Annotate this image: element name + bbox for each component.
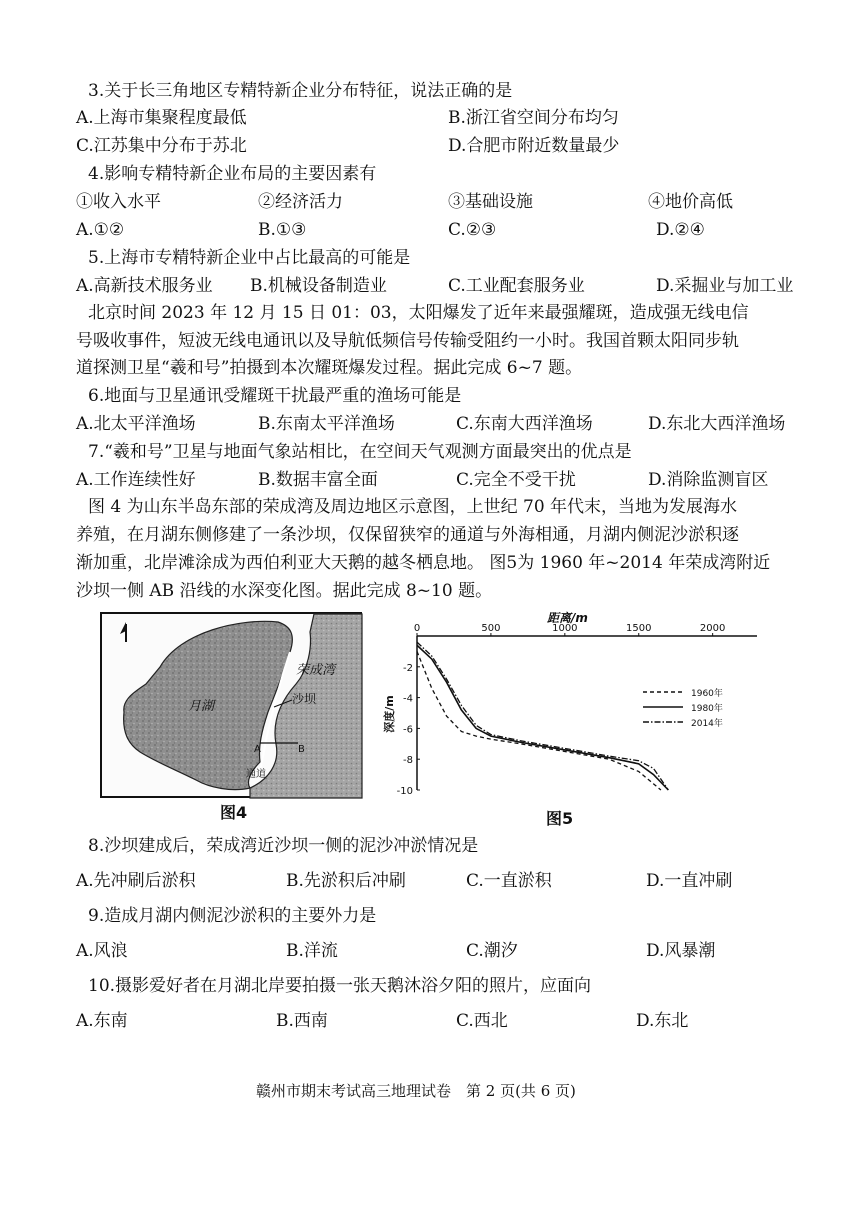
q10-option-a: A.东南	[76, 1011, 128, 1031]
q4-item-4: ④地价高低	[648, 192, 733, 212]
q6-option-a: A.北太平洋渔场	[76, 414, 196, 434]
q5-option-d: D.采掘业与加工业	[656, 276, 794, 296]
q3-stem: 3.关于长三角地区专精特新企业分布特征，说法正确的是	[88, 81, 513, 101]
legend-label: 2014年	[691, 719, 723, 729]
q4-option-c: C.②③	[448, 220, 497, 240]
q4-item-1: ①收入水平	[76, 192, 161, 212]
y-tick-label: -8	[403, 755, 413, 767]
passage1-line-1: 北京时间 2023 年 12 月 15 日 01：03，太阳爆发了近年来最强耀斑，造成强无线电信	[88, 303, 749, 323]
q4-option-d: D.②④	[656, 220, 705, 240]
q6-option-d: D.东北大西洋渔场	[648, 414, 786, 434]
x-tick-label: 0	[413, 623, 421, 634]
x-tick-label: 500	[481, 623, 501, 634]
figure4-caption: 图4	[220, 803, 248, 822]
figure4-label-b: B	[298, 744, 305, 755]
q8-option-c: C.一直淤积	[466, 871, 552, 891]
legend-label: 1960年	[691, 689, 723, 699]
q7-option-b: B.数据丰富全面	[258, 470, 378, 490]
q4-item-3: ③基础设施	[448, 192, 533, 212]
q8-stem: 8.沙坝建成后，荣成湾近沙坝一侧的泥沙冲淤情况是	[88, 836, 479, 856]
q3-option-d: D.合肥市附近数量最少	[448, 136, 620, 156]
q4-option-a: A.①②	[76, 220, 125, 240]
figure4-label-a: A	[254, 744, 261, 755]
q4-option-b: B.①③	[258, 220, 307, 240]
passage2-line-3: 渐加重，北岸滩涂成为西伯利亚大天鹅的越冬栖息地。 图5为 1960 年~2014 年荣成湾附近	[76, 553, 771, 573]
q5-stem: 5.上海市专精特新企业中占比最高的可能是	[88, 248, 411, 268]
y-tick-label: -2	[403, 662, 413, 674]
page-footer: 赣州市期末考试高三地理试卷 第 2 页(共 6 页)	[256, 1082, 576, 1100]
figure4-label-channel: 通道	[246, 769, 266, 780]
q9-option-c: C.潮汐	[466, 941, 518, 961]
q8-option-b: B.先淤积后冲刷	[286, 871, 406, 891]
q10-option-d: D.东北	[636, 1011, 689, 1031]
q9-option-a: A.风浪	[76, 941, 128, 961]
q9-stem: 9.造成月湖内侧泥沙淤积的主要外力是	[88, 906, 377, 926]
q4-item-2: ②经济活力	[258, 192, 343, 212]
figure4-label-lake: 月湖	[188, 699, 215, 714]
q6-option-c: C.东南大西洋渔场	[456, 414, 593, 434]
y-tick-label: -10	[396, 786, 413, 797]
passage2-line-4: 沙坝一侧 AB 沿线的水深变化图。据此完成 8~10 题。	[76, 581, 493, 601]
figure4-label-sandbar: 沙坝	[292, 692, 317, 706]
y-tick-label: -4	[403, 693, 413, 705]
x-tick-label: 1000	[552, 623, 578, 634]
figure5-x-axis-label: 距离/m	[547, 611, 588, 625]
q8-option-d: D.一直冲刷	[646, 871, 733, 891]
q7-option-c: C.完全不受干扰	[456, 470, 576, 490]
q10-stem: 10.摄影爱好者在月湖北岸要拍摄一张天鹅沐浴夕阳的照片，应面向	[88, 976, 592, 996]
q5-option-b: B.机械设备制造业	[250, 276, 387, 296]
q9-option-d: D.风暴潮	[646, 941, 716, 961]
passage2-line-2: 养殖，在月湖东侧修建了一条沙坝，仅保留狭窄的通道与外海相通，月湖内侧泥沙淤积逐	[76, 525, 739, 545]
q9-option-b: B.洋流	[286, 941, 338, 961]
q5-option-c: C.工业配套服务业	[448, 276, 585, 296]
q5-option-a: A.高新技术服务业	[76, 276, 213, 296]
x-tick-label: 1500	[626, 623, 652, 634]
q8-option-a: A.先冲刷后淤积	[76, 871, 196, 891]
figure5-chart	[383, 611, 765, 804]
q7-option-d: D.消除监测盲区	[648, 470, 769, 490]
q6-option-b: B.东南太平洋渔场	[258, 414, 395, 434]
x-tick-label: 2000	[699, 623, 726, 634]
q6-stem: 6.地面与卫星通讯受耀斑干扰最严重的渔场可能是	[88, 386, 462, 406]
figure5-y-axis-label: 深度/m	[383, 695, 396, 733]
legend-label: 1980年	[691, 704, 723, 714]
figure4-label-bay: 荣成湾	[296, 663, 336, 678]
passage1-line-2: 号吸收事件，短波无线电通讯以及导航低频信号传输受阻约一小时。我国首颗太阳同步轨	[76, 331, 739, 351]
passage2-line-1: 图 4 为山东半岛东部的荣成湾及周边地区示意图，上世纪 70 年代末，当地为发展海水	[88, 497, 738, 517]
figure5-legend	[643, 687, 723, 729]
q3-option-a: A.上海市集聚程度最低	[76, 108, 247, 128]
q4-stem: 4.影响专精特新企业布局的主要因素有	[88, 164, 377, 184]
figure4-map	[100, 612, 362, 798]
q7-option-a: A.工作连续性好	[76, 470, 196, 490]
q10-option-b: B.西南	[276, 1011, 328, 1031]
passage1-line-3: 道探测卫星“羲和号”拍摄到本次耀斑爆发过程。据此完成 6~7 题。	[76, 358, 583, 378]
q3-option-c: C.江苏集中分布于苏北	[76, 136, 247, 156]
y-tick-label: -6	[403, 724, 413, 736]
figure5-series	[417, 642, 668, 790]
q7-stem: 7.“羲和号”卫星与地面气象站相比，在空间天气观测方面最突出的优点是	[88, 442, 632, 462]
figure5-caption: 图5	[546, 809, 574, 828]
q3-option-b: B.浙江省空间分布均匀	[448, 108, 619, 128]
series-line-1960年	[417, 651, 661, 790]
q10-option-c: C.西北	[456, 1011, 508, 1031]
